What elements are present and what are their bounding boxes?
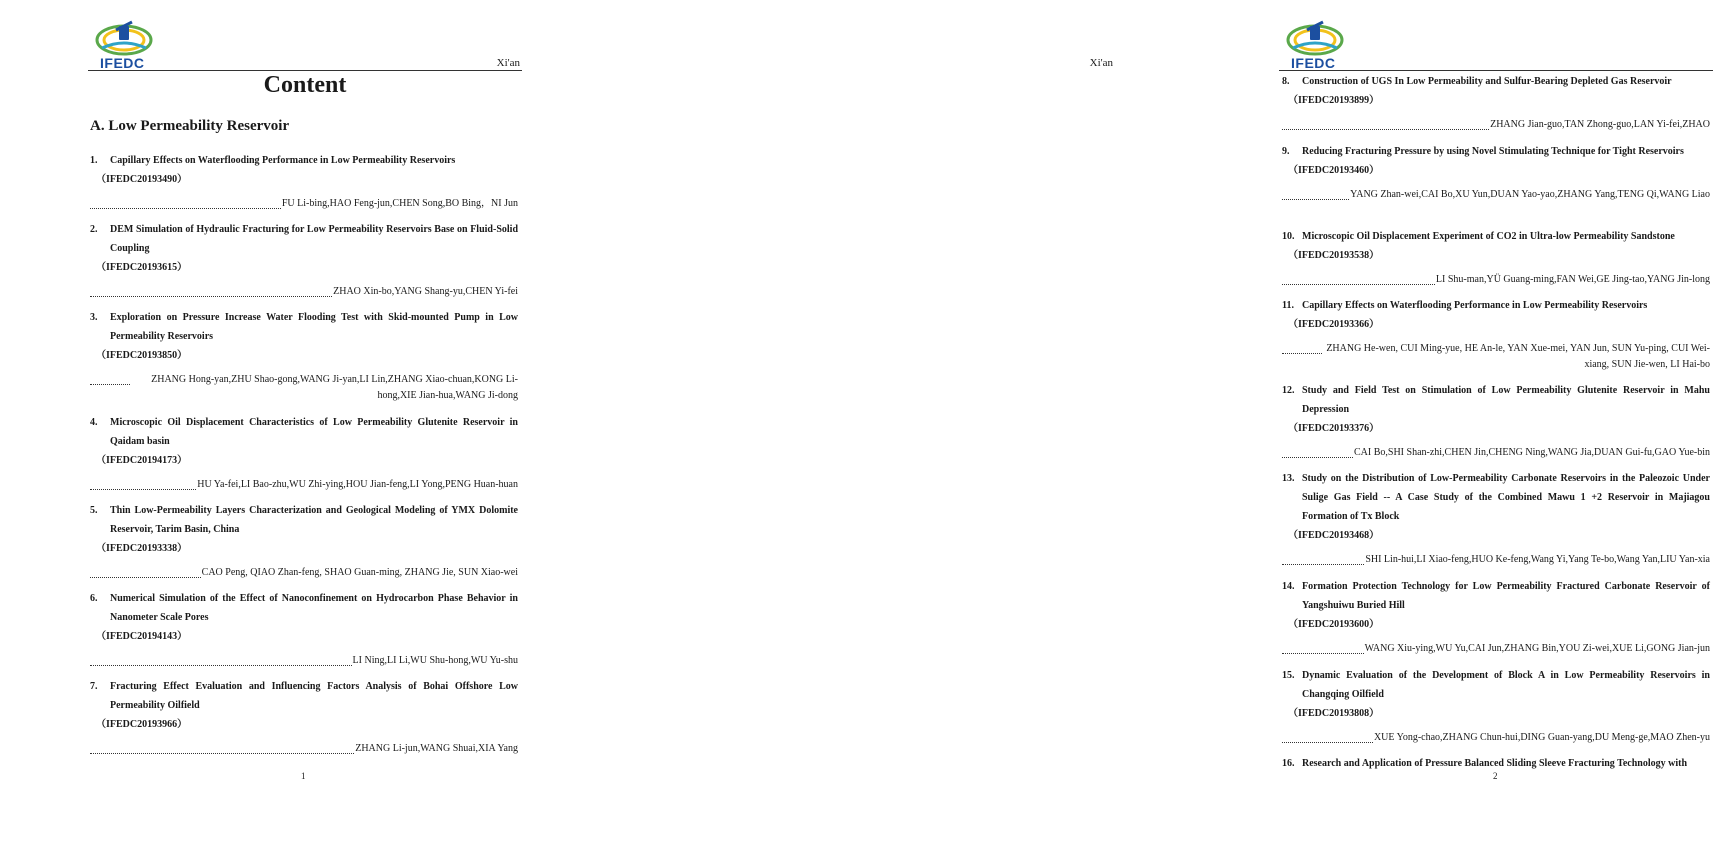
logo-text: IFEDC — [1291, 55, 1336, 71]
dot-leader — [1282, 641, 1364, 654]
entry-title — [1282, 142, 1710, 161]
entry-code: （IFEDC20193850） — [96, 350, 188, 361]
entry-title — [90, 589, 518, 627]
toc-entry[interactable] — [1282, 296, 1710, 373]
entry-number: 5. — [90, 505, 98, 516]
ifedc-logo-icon — [1283, 18, 1347, 58]
entry-title-text: Fracturing Effect Evaluation and Influencing Factors Analysis of Bohai Offshore Low Permeability Oilfield — [110, 681, 518, 711]
entry-code: （IFEDC20193966） — [96, 719, 188, 730]
entry-code: （IFEDC20193600） — [1288, 619, 1380, 630]
entry-authors-text: ZHANG Hong-yan,ZHU Shao-gong,WANG Ji-yan,LI Lin,ZHANG Xiao-chuan,KONG Li-hong,XIE Jian-hua,WANG Ji-dong — [151, 374, 518, 401]
entry-number: 3. — [90, 312, 98, 323]
entry-title — [90, 677, 518, 715]
entry-title-text: Formation Protection Technology for Low Permeability Fractured Carbonate Reservoir of Yangshuiwu Buried Hill — [1302, 581, 1710, 611]
entry-number: 8. — [1282, 76, 1290, 87]
dot-leader — [1282, 341, 1322, 354]
dot-leader — [90, 741, 354, 754]
entry-title-text: Research and Application of Pressure Balanced Sliding Sleeve Fracturing Technology with — [1302, 758, 1688, 769]
section-title: A. Low Permeability Reservoir — [90, 118, 290, 134]
entry-number: 2. — [90, 224, 98, 235]
entry-code: （IFEDC20193808） — [1288, 708, 1380, 719]
entry-authors-text: ZHANG He-wen, CUI Ming-yue, HE An-le, YAN Xue-mei, YAN Jun, SUN Yu-ping, CUI Wei-xiang, SUN Jie-wen, LI Hai-bo — [1326, 343, 1710, 370]
entry-title — [1282, 469, 1710, 526]
toc-page-1 — [0, 0, 596, 842]
entry-title-text: Microscopic Oil Displacement Experiment of CO2 in Ultra-low Permeability Sandstone — [1302, 231, 1675, 242]
entry-title-text: DEM Simulation of Hydraulic Fracturing for Low Permeability Reservoirs Base on Fluid-Solid Coupling — [110, 224, 518, 254]
entry-authors-text: CAO Peng, QIAO Zhan-feng, SHAO Guan-ming, ZHANG Jie, SUN Xiao-wei — [201, 567, 518, 578]
entry-authors — [1282, 552, 1710, 568]
entry-authors-text: YANG Zhan-wei,CAI Bo,XU Yun,DUAN Yao-yao,ZHANG Yang,TENG Qi,WANG Liao — [1350, 189, 1710, 200]
dot-leader — [1282, 187, 1349, 200]
header-rule — [1279, 70, 1713, 71]
dot-leader — [1282, 552, 1364, 565]
toc-entry[interactable] — [1282, 381, 1710, 461]
entry-authors — [90, 477, 518, 493]
toc-entry[interactable] — [90, 308, 518, 404]
entry-title-text: Numerical Simulation of the Effect of Nanoconfinement on Hydrocarbon Phase Behavior in Nanometer Scale Pores — [110, 593, 518, 623]
dot-leader — [90, 653, 352, 666]
entry-authors — [1282, 187, 1710, 203]
entry-number: 11. — [1282, 300, 1294, 311]
entry-title — [1282, 577, 1710, 615]
entry-number: 15. — [1282, 670, 1295, 681]
toc-entry[interactable] — [1282, 142, 1710, 203]
entry-code: （IFEDC20193490） — [96, 174, 188, 185]
toc-entry[interactable] — [90, 220, 518, 300]
entry-number: 16. — [1282, 758, 1295, 769]
entry-authors — [1282, 117, 1710, 133]
entry-authors-text: ZHAO Xin-bo,YANG Shang-yu,CHEN Yi-fei — [333, 286, 518, 297]
toc-entry[interactable] — [1282, 666, 1710, 746]
toc-entry[interactable] — [90, 151, 518, 212]
entry-title — [1282, 296, 1710, 315]
entry-title-text: Capillary Effects on Waterflooding Performance in Low Permeability Reservoirs — [1302, 300, 1648, 311]
entry-title-text: Capillary Effects on Waterflooding Performance in Low Permeability Reservoirs — [110, 155, 456, 166]
entry-authors-text: XUE Yong-chao,ZHANG Chun-hui,DING Guan-yang,DU Meng-ge,MAO Zhen-yu — [1373, 732, 1710, 743]
entry-title — [90, 413, 518, 451]
entry-title-text: Microscopic Oil Displacement Characteristics of Low Permeability Glutenite Reservoir in Qaidam basin — [110, 417, 518, 447]
entry-authors-text: WANG Xiu-ying,WU Yu,CAI Jun,ZHANG Bin,YOU Zi-wei,XUE Li,GONG Jian-jun — [1364, 643, 1710, 654]
entry-title — [1282, 72, 1710, 91]
toc-entry[interactable] — [1282, 577, 1710, 657]
page-number: 1 — [301, 771, 306, 781]
toc-entry[interactable] — [90, 501, 518, 581]
entry-code: （IFEDC20193376） — [1288, 423, 1380, 434]
dot-leader — [1282, 272, 1435, 285]
toc-entry[interactable] — [1282, 72, 1710, 133]
header-rule — [88, 70, 522, 71]
toc-page-2 — [596, 0, 1710, 842]
entry-code: （IFEDC20193615） — [96, 262, 188, 273]
entry-number: 1. — [90, 155, 98, 166]
entry-authors — [1282, 341, 1710, 373]
entry-authors-text: FU Li-bing,HAO Feng-jun,CHEN Song,BO Bing，NI Jun — [281, 198, 518, 209]
header-city: Xi'an — [1089, 57, 1113, 69]
entry-title-text: Construction of UGS In Low Permeability and Sulfur-Bearing Depleted Gas Reservoir — [1302, 76, 1672, 87]
entry-authors — [90, 196, 518, 212]
entry-authors-text: ZHANG Jian-guo,TAN Zhong-guo,LAN Yi-fei,ZHAO — [1490, 119, 1710, 130]
logo-text: IFEDC — [100, 55, 145, 71]
entry-number: 6. — [90, 593, 98, 604]
entry-authors — [90, 653, 518, 669]
entry-authors — [90, 741, 518, 757]
ifedc-logo-icon — [92, 18, 156, 58]
entry-title — [90, 308, 518, 346]
dot-leader — [90, 196, 281, 209]
entry-code: （IFEDC20194143） — [96, 631, 188, 642]
entry-code: （IFEDC20193538） — [1288, 250, 1380, 261]
entry-authors — [1282, 445, 1710, 461]
ifedc-logo — [92, 18, 156, 70]
dot-leader — [90, 477, 196, 490]
entry-authors-text: SHI Lin-hui,LI Xiao-feng,HUO Ke-feng,Wang Yi,Yang Te-bo,Wang Yan,LIU Yan-xia — [1365, 554, 1710, 565]
entry-authors-text: CAI Bo,SHI Shan-zhi,CHEN Jin,CHENG Ning,WANG Jia,DUAN Gui-fu,GAO Yue-bin — [1354, 447, 1710, 458]
entry-number: 10. — [1282, 231, 1295, 242]
entry-number: 9. — [1282, 146, 1290, 157]
entry-number: 7. — [90, 681, 98, 692]
dot-leader — [1282, 117, 1489, 130]
toc-entry[interactable] — [90, 677, 518, 757]
toc-entry[interactable] — [1282, 469, 1710, 568]
page-title: Content — [263, 72, 347, 98]
entry-authors — [1282, 730, 1710, 746]
dot-leader — [1282, 445, 1353, 458]
entry-code: （IFEDC20193468） — [1288, 530, 1380, 541]
entry-title-text: Study on the Distribution of Low-Permeability Carbonate Reservoirs in the Paleozoic Under Sulige Gas Field -- A Case Study of the Combined Mawu 1 +2 Reservoir in Majiagou Formation of Tx Block — [1302, 473, 1710, 522]
entry-authors — [90, 372, 518, 404]
entry-title — [90, 220, 518, 258]
entry-authors — [90, 284, 518, 300]
entry-number: 4. — [90, 417, 98, 428]
entry-title — [90, 501, 518, 539]
entry-title — [1282, 381, 1710, 419]
entry-authors-text: LI Ning,LI Li,WU Shu-hong,WU Yu-shu — [352, 655, 518, 666]
dot-leader — [90, 372, 130, 385]
entry-authors — [1282, 641, 1710, 657]
entry-number: 12. — [1282, 385, 1295, 396]
dot-leader — [90, 284, 332, 297]
entry-title-text: Study and Field Test on Stimulation of Low Permeability Glutenite Reservoir in Mahu Depression — [1302, 385, 1710, 415]
entry-title-text: Dynamic Evaluation of the Development of Block A in Low Permeability Reservoirs in Changqing Oilfield — [1302, 670, 1710, 700]
entry-authors — [90, 565, 518, 581]
entry-authors-text: ZHANG Li-jun,WANG Shuai,XIA Yang — [355, 743, 518, 754]
entry-title — [1282, 227, 1710, 246]
entry-code: （IFEDC20193899） — [1288, 95, 1380, 106]
entry-authors-text: HU Ya-fei,LI Bao-zhu,WU Zhi-ying,HOU Jian-feng,LI Yong,PENG Huan-huan — [197, 479, 518, 490]
entry-authors-text: LI Shu-man,YÜ Guang-ming,FAN Wei,GE Jing-tao,YANG Jin-long — [1435, 274, 1710, 285]
entry-title — [1282, 666, 1710, 704]
ifedc-logo — [1283, 18, 1347, 70]
entry-title-text: Reducing Fracturing Pressure by using Novel Stimulating Technique for Tight Reservoirs — [1302, 146, 1684, 157]
entry-title-text: Exploration on Pressure Increase Water Flooding Test with Skid-mounted Pump in Low Permeability Reservoirs — [110, 312, 518, 342]
toc-entry[interactable] — [90, 413, 518, 493]
toc-entry[interactable] — [90, 589, 518, 669]
entry-code: （IFEDC20193460） — [1288, 165, 1380, 176]
toc-entry[interactable] — [1282, 227, 1710, 288]
entry-code: （IFEDC20194173） — [96, 455, 188, 466]
entry-title-text: Thin Low-Permeability Layers Characterization and Geological Modeling of YMX Dolomite Reservoir, Tarim Basin, China — [110, 505, 518, 535]
entry-number: 13. — [1282, 473, 1295, 484]
header-city: Xi'an — [496, 57, 520, 69]
entry-code: （IFEDC20193338） — [96, 543, 188, 554]
entry-authors — [1282, 272, 1710, 288]
dot-leader — [90, 565, 201, 578]
page-number: 2 — [1493, 771, 1498, 781]
entry-title — [90, 151, 518, 170]
dot-leader — [1282, 730, 1373, 743]
entry-code: （IFEDC20193366） — [1288, 319, 1380, 330]
entry-number: 14. — [1282, 581, 1295, 592]
